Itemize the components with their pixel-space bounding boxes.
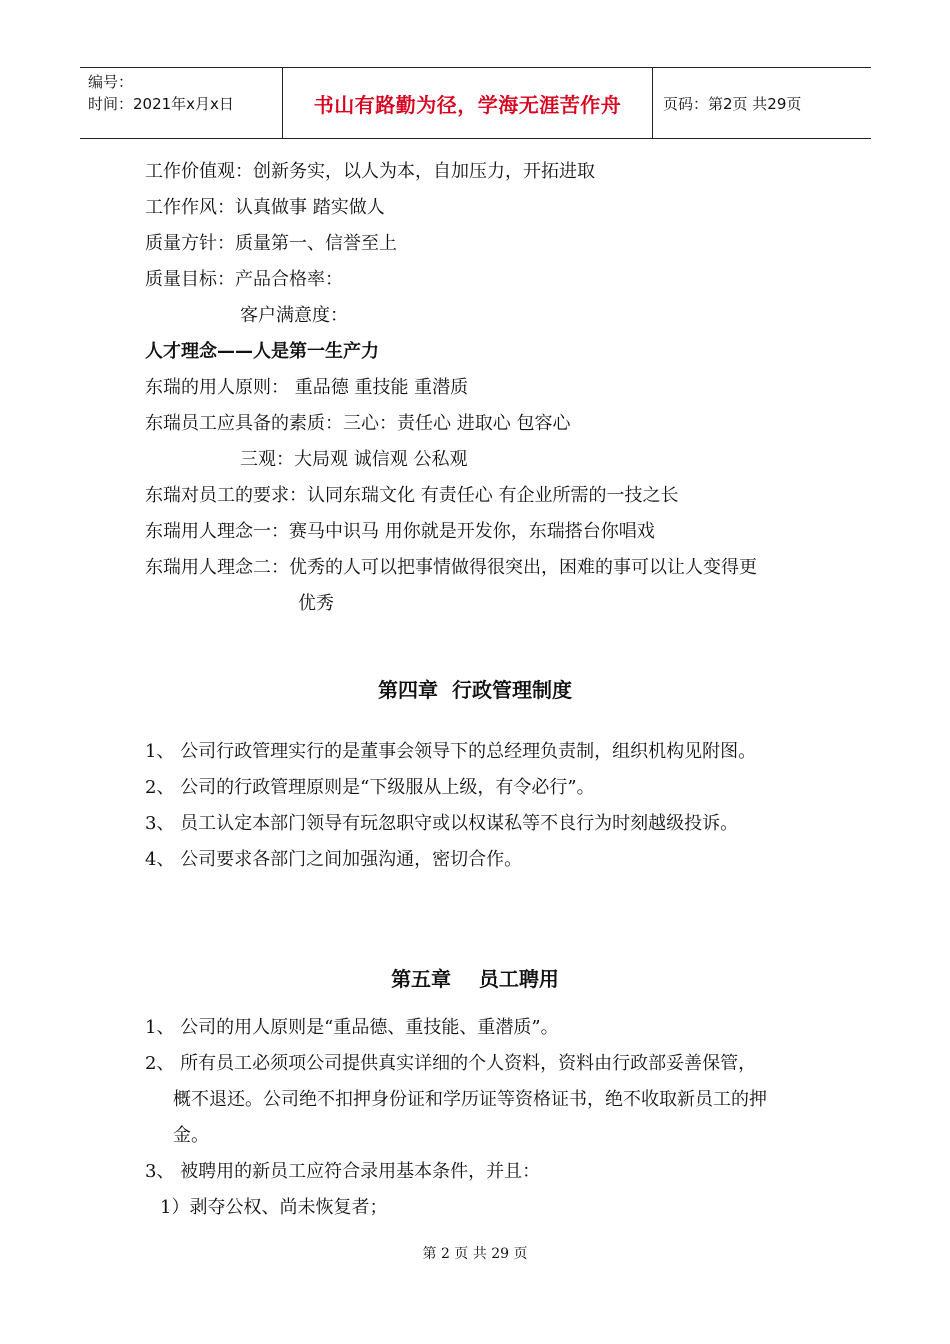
work-values-line: 工作价值观：创新务实，以人为本，自加压力，开拓进取 [145,161,595,182]
three-views-line: 三观：大局观 诚信观 公私观 [240,449,468,470]
chapter5-subitem-1: 1）剥夺公权、尚未恢复者； [160,1197,388,1218]
quality-policy-line: 质量方针：质量第一、信誉至上 [145,233,397,254]
chapter4-item-3: 3、 员工认定本部门领导有玩忽职守或以权谋私等不良行为时刻越级投诉。 [145,813,739,834]
work-style-line: 工作作风：认真做事 踏实做人 [145,197,385,218]
document-number-label: 编号： [88,73,134,91]
chapter4-title: 第四章 行政管理制度 [378,678,572,702]
chapter5-item-1: 1、 公司的用人原则是“重品德、重技能、重潜质”。 [145,1017,559,1038]
chapter5-item-2: 2、 所有员工必须项公司提供真实详细的个人资料，资料由行政部妥善保管， [145,1053,757,1074]
employment-concept-two-continuation: 优秀 [298,593,334,614]
document-date: 时间：2021年x月x日 [88,95,234,113]
chapter5-item-3: 3、 被聘用的新员工应符合录用基本条件，并且： [145,1161,541,1182]
customer-satisfaction-line: 客户满意度： [240,305,348,326]
employment-principle-line: 东瑞的用人原则： 重品德 重技能 重潜质 [145,377,469,398]
employee-qualities-line: 东瑞员工应具备的素质：三心：责任心 进取心 包容心 [145,413,571,434]
employee-requirements-line: 东瑞对员工的要求：认同东瑞文化 有责任心 有企业所需的一技之长 [145,485,679,506]
quality-target-line: 质量目标：产品合格率： [145,269,343,290]
header-left-cell [80,68,283,138]
employment-concept-two-line: 东瑞用人理念二：优秀的人可以把事情做得很突出，困难的事可以让人变得更 [145,557,757,578]
chapter4-item-2: 2、 公司的行政管理原则是“下级服从上级，有令必行”。 [145,777,595,798]
chapter5-title: 第五章 员工聘用 [391,967,559,991]
header-motto: 书山有路勤为径，学海无涯苦作舟 [283,68,653,138]
header-page-info: 页码：第2页 共29页 [663,94,802,113]
chapter4-item-4: 4、 公司要求各部门之间加强沟通，密切合作。 [145,849,523,870]
chapter5-item-2-continuation: 概不退还。公司绝不扣押身份证和学历证等资格证书，绝不收取新员工的押 [173,1089,767,1110]
chapter4-item-1: 1、 公司行政管理实行的是董事会领导下的总经理负责制，组织机构见附图。 [145,741,757,762]
employment-concept-one-line: 东瑞用人理念一：赛马中识马 用你就是开发你，东瑞搭台你唱戏 [145,521,655,542]
talent-concept-heading: 人才理念——人是第一生产力 [145,341,379,362]
chapter5-item-2-end: 金。 [173,1125,209,1146]
page-footer: 第 2 页 共 29 页 [422,1246,528,1262]
header-table [80,67,871,139]
